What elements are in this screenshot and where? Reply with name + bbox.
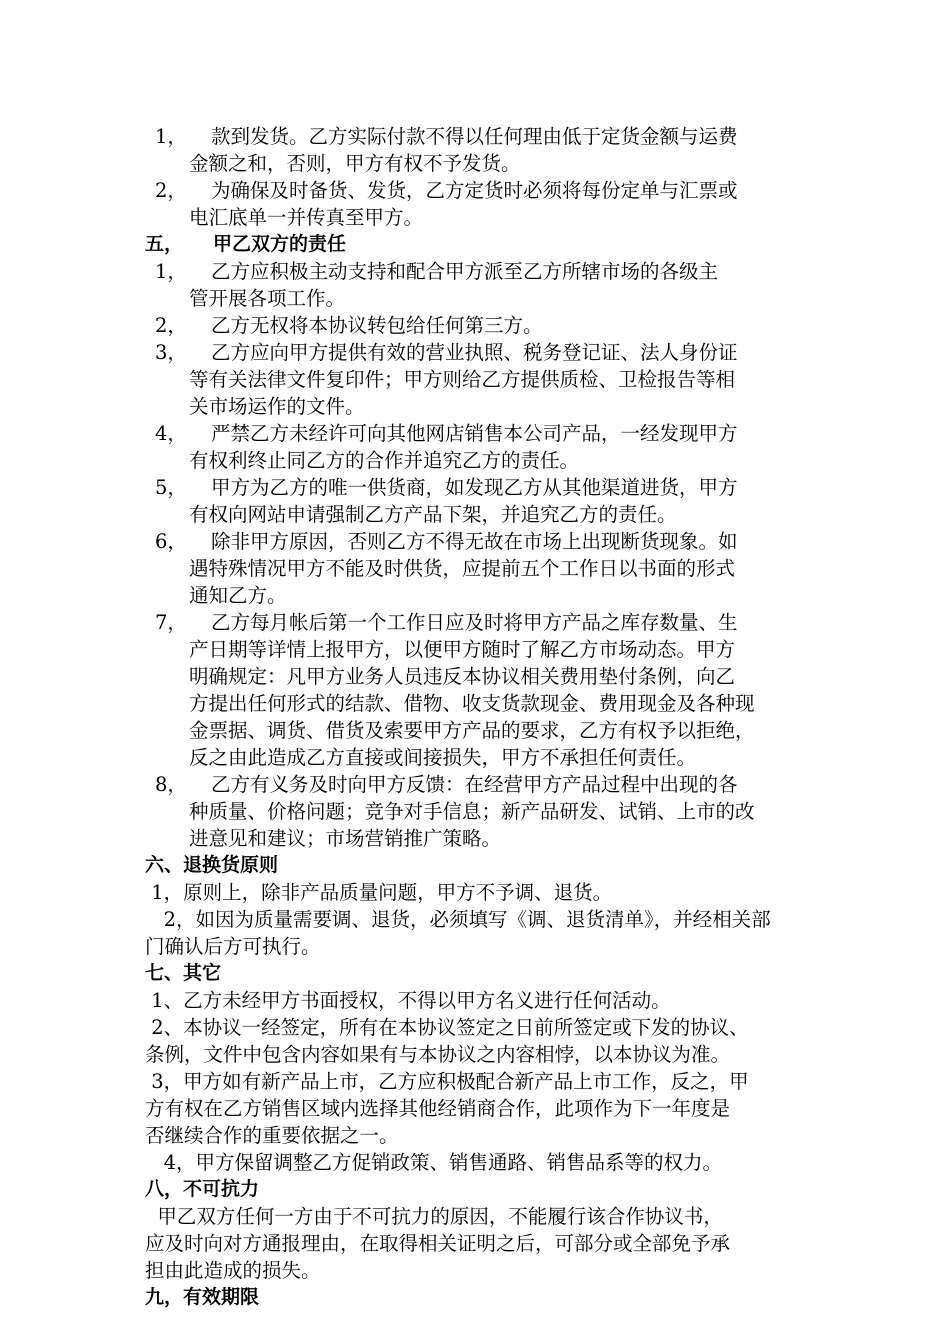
paragraph-line: 担由此造成的损失。 (145, 1259, 321, 1282)
list-item-continuation: 金额之和，否则，甲方有权不予发货。 (189, 152, 521, 175)
section-heading: 九，有效期限 (145, 1286, 260, 1308)
section-heading: 五， 甲乙双方的责任 (145, 233, 347, 255)
list-item-continuation: 金票据、调货、借货及索要甲方产品的要求，乙方有权予以拒绝， (189, 719, 755, 742)
paragraph-line: 3，甲方如有新产品上市，乙方应积极配合新产品上市工作，反之，甲 (145, 1070, 749, 1093)
section-heading: 七、其它 (145, 962, 222, 984)
section-heading: 六、退换货原则 (145, 854, 279, 876)
list-item: 2， 为确保及时备货、发货，乙方定货时必须将每份定单与汇票或 (155, 179, 738, 202)
paragraph-line: 条例，文件中包含内容如果有与本协议之内容相悖，以本协议为准。 (145, 1043, 731, 1066)
paragraph-line: 否继续合作的重要依据之一。 (145, 1124, 399, 1147)
list-item-continuation: 电汇底单一并传真至甲方。 (189, 206, 424, 229)
paragraph-line: 1，原则上，除非产品质量问题，甲方不予调、退货。 (145, 881, 613, 904)
paragraph-line: 方有权在乙方销售区域内选择其他经销商合作，此项作为下一年度是 (145, 1097, 731, 1120)
list-item: 7， 乙方每月帐后第一个工作日应及时将甲方产品之库存数量、生 (155, 611, 738, 634)
list-item-continuation: 种质量、价格问题；竞争对手信息；新产品研发、试销、上市的改 (189, 800, 755, 823)
paragraph-line: 甲乙双方任何一方由于不可抗力的原因，不能履行该合作协议书， (145, 1205, 723, 1228)
paragraph-line: 应及时向对方通报理由，在取得相关证明之后，可部分或全部免予承 (145, 1232, 731, 1255)
list-item: 4， 严禁乙方未经许可向其他网店销售本公司产品，一经发现甲方 (155, 422, 738, 445)
list-item: 3， 乙方应向甲方提供有效的营业执照、税务登记证、法人身份证 (155, 341, 738, 364)
list-item: 1， 款到发货。乙方实际付款不得以任何理由低于定货金额与运费 (155, 125, 738, 148)
paragraph-line: 2、本协议一经签定，所有在本协议签定之日前所签定或下发的协议、 (145, 1016, 749, 1039)
list-item-continuation: 等有关法律文件复印件；甲方则给乙方提供质检、卫检报告等相 (189, 368, 736, 391)
list-item: 8， 乙方有义务及时向甲方反馈：在经营甲方产品过程中出现的各 (155, 773, 738, 796)
section-heading: 八，不可抗力 (145, 1178, 260, 1200)
list-item-continuation: 有权利终止同乙方的合作并追究乙方的责任。 (189, 449, 580, 472)
list-item-continuation: 反之由此造成乙方直接或间接损失，甲方不承担任何责任。 (189, 746, 697, 769)
list-item: 1， 乙方应积极主动支持和配合甲方派至乙方所辖市场的各级主 (155, 260, 719, 283)
list-item-continuation: 管开展各项工作。 (189, 287, 346, 310)
list-item-continuation: 有权向网站申请强制乙方产品下架，并追究乙方的责任。 (189, 503, 677, 526)
list-item-continuation: 产日期等详情上报甲方，以便甲方随时了解乙方市场动态。甲方 (189, 638, 736, 661)
list-item-continuation: 遇特殊情况甲方不能及时供货，应提前五个工作日以书面的形式 (189, 557, 736, 580)
paragraph-line: 4，甲方保留调整乙方促销政策、销售通路、销售品系等的权力。 (145, 1151, 723, 1174)
list-item-continuation: 进意见和建议；市场营销推广策略。 (189, 827, 502, 850)
list-item-continuation: 通知乙方。 (189, 584, 287, 607)
document-body (145, 123, 815, 1311)
list-item-continuation: 方提出任何形式的结款、借物、收支货款现金、费用现金及各种现 (189, 692, 755, 715)
paragraph-line: 1、乙方未经甲方书面授权，不得以甲方名义进行任何活动。 (145, 989, 671, 1012)
list-item: 2， 乙方无权将本协议转包给任何第三方。 (155, 314, 543, 337)
paragraph-line: 门确认后方可执行。 (145, 935, 321, 958)
list-item-continuation: 关市场运作的文件。 (189, 395, 365, 418)
list-item: 6， 除非甲方原因，否则乙方不得无故在市场上出现断货现象。如 (155, 530, 738, 553)
paragraph-line: 2，如因为质量需要调、退货，必须填写《调、退货清单》，并经相关部 (145, 908, 771, 931)
list-item-continuation: 明确规定：凡甲方业务人员违反本协议相关费用垫付条例，向乙 (189, 665, 736, 688)
list-item: 5， 甲方为乙方的唯一供货商，如发现乙方从其他渠道进货，甲方 (155, 476, 738, 499)
